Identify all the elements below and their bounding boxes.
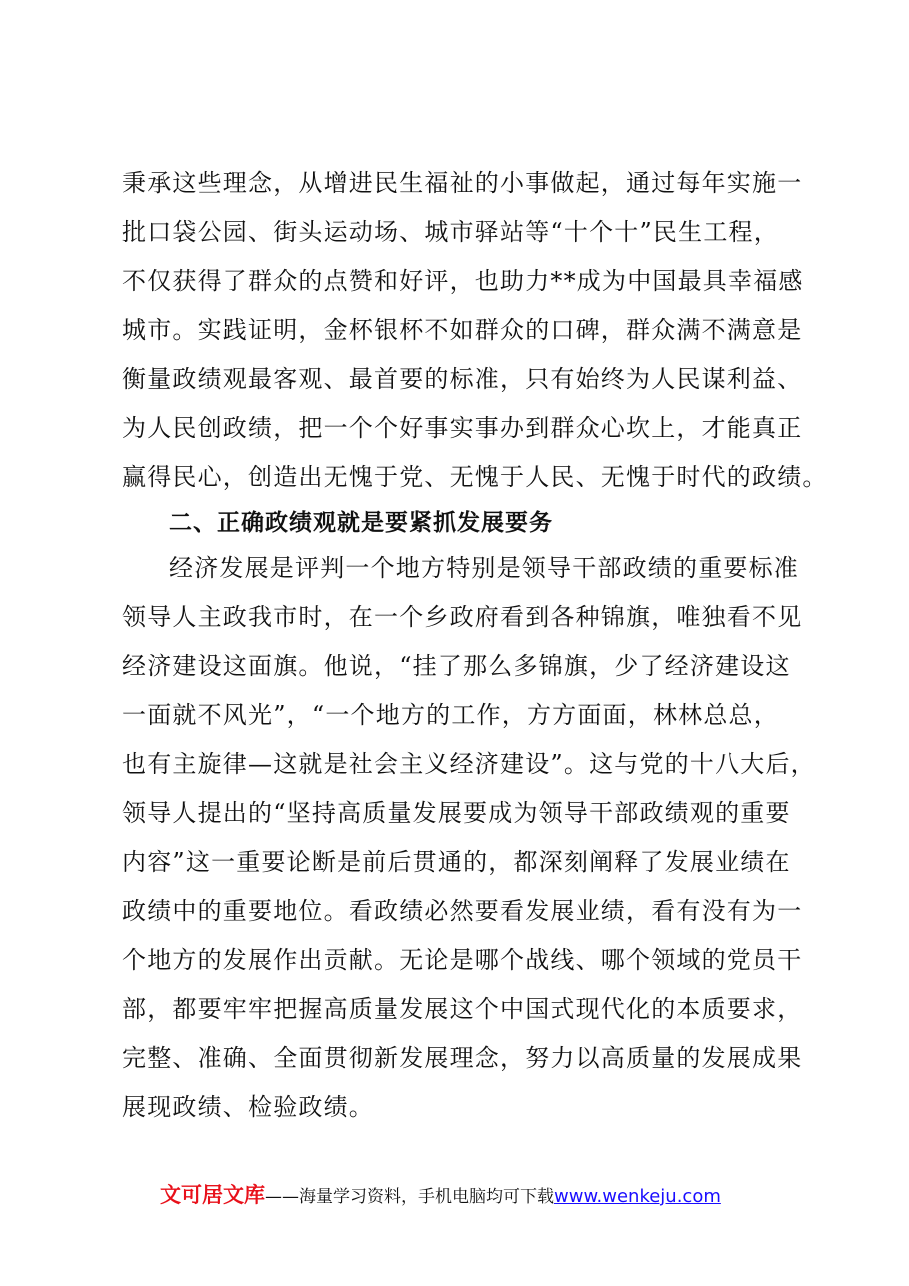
paragraph-line: 展现政绩、检验政绩。 [122, 1093, 374, 1121]
footer-tagline: ——海量学习资料，手机电脑均可下载 [265, 1187, 554, 1207]
paragraph-line: 赢得民心，创造出无愧于党、无愧于人民、无愧于时代的政绩。 [122, 463, 828, 491]
section-heading: 二、正确政绩观就是要紧抓发展要务 [169, 510, 553, 536]
footer-banner [160, 1180, 721, 1212]
paragraph-line: 经济发展是评判一个地方特别是领导干部政绩的重要标准 [169, 554, 799, 582]
paragraph-line: 领导人提出的“坚持高质量发展要成为领导干部政绩观的重要 [122, 799, 791, 827]
paragraph-line: 为人民创政绩，把一个个好事实事办到群众心坎上，才能真正 [122, 414, 803, 442]
paragraph-line: 政绩中的重要地位。看政绩必然要看发展业绩，看有没有为一 [122, 897, 803, 925]
paragraph-line: 批口袋公园、街头运动场、城市驿站等“十个十”民生工程， [122, 218, 779, 246]
paragraph-line: 领导人主政我市时，在一个乡政府看到各种锦旗，唯独看不见 [122, 603, 803, 631]
paragraph-line: 个地方的发展作出贡献。无论是哪个战线、哪个领域的党员干 [122, 946, 803, 974]
paragraph-line: 一面就不风光”，“一个地方的工作，方方面面，林林总总， [122, 701, 779, 729]
paragraph-line: 经济建设这面旗。他说，“挂了那么多锦旗，少了经济建设这 [122, 652, 791, 680]
paragraph-line: 不仅获得了群众的点赞和好评，也助力**成为中国最具幸福感 [122, 267, 804, 295]
footer-brand: 文可居文库 [160, 1183, 265, 1207]
paragraph-line: 完整、准确、全面贯彻新发展理念，努力以高质量的发展成果 [122, 1044, 803, 1072]
footer-website-link[interactable]: www.wenkeju.com [554, 1186, 721, 1207]
paragraph-line: 衡量政绩观最客观、最首要的标准，只有始终为人民谋利益、 [122, 365, 803, 393]
paragraph-line: 内容”这一重要论断是前后贯通的，都深刻阐释了发展业绩在 [122, 848, 791, 876]
paragraph-line: 也有主旋律—这就是社会主义经济建设”。这与党的十八大后， [122, 750, 816, 778]
paragraph-line: 秉承这些理念，从增进民生福祉的小事做起，通过每年实施一 [122, 169, 803, 197]
paragraph-line: 城市。实践证明，金杯银杯不如群众的口碑，群众满不满意是 [122, 316, 803, 344]
paragraph-line: 部，都要牢牢把握高质量发展这个中国式现代化的本质要求， [122, 995, 803, 1023]
